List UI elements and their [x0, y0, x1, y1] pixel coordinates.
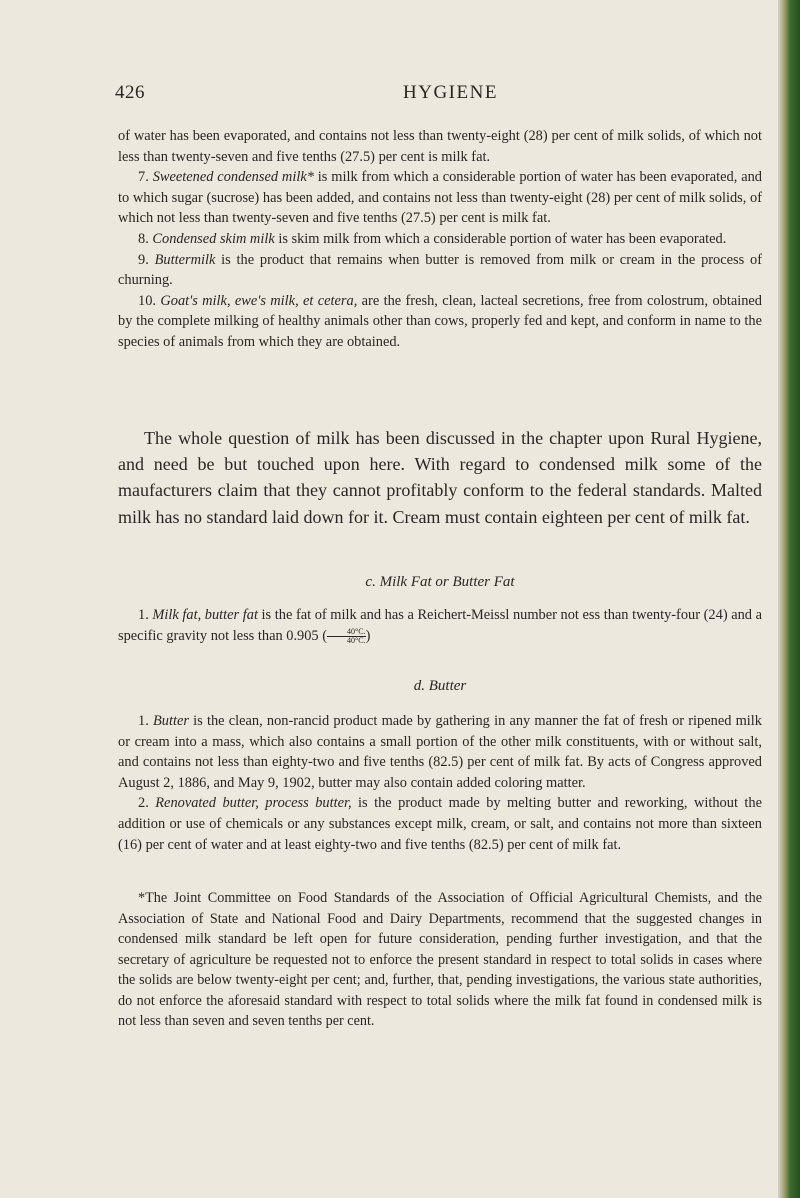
item-text: is the clean, non-rancid product made by gathering in any manner the fat of fresh or ripened milk or cream into a mass, which also contains a small portion of the other milk constituents, with or without salt, and contains not less than eighty-two and five tenths (82.5) per cent of milk fat. By acts of Congress approved August 2, 1886, and May 9, 1902, butter may also contain added coloring matter. [118, 713, 762, 791]
body-paragraph: The whole question of milk has been discussed in the chapter upon Rural Hygiene, and need be but touched upon here. With regard to condensed milk some of the maufacturers claim that they cannot profitably conform to the federal standards. Malted milk has no standard laid down for it. Cream must contain eighteen per cent of milk fat. [118, 428, 762, 527]
item-number: 1. [138, 713, 149, 729]
section-letter: c. [365, 574, 376, 590]
continued-paragraph: of water has been evaporated, and contains not less than twenty-eight (28) per cent of milk solids, of which not less than twenty-seven and five tenths (27.5) per cent is milk fat. [118, 128, 762, 165]
item-number: 9. [138, 251, 149, 268]
item-text: is skim milk from which a considerable portion of water has been evaporated. [274, 230, 727, 247]
item-term: Buttermilk [154, 251, 216, 268]
section-heading-c [118, 574, 762, 591]
page-number: 426 [115, 82, 145, 103]
section-c [118, 574, 762, 646]
fraction-numerator: 40°C. [327, 628, 366, 637]
item-term: Condensed skim milk [152, 230, 275, 247]
definitions-block [118, 126, 762, 353]
item-text: is milk from which a considerable portion of water has been evaporated, and to which sugar (sucrose) has been added, and contains not less than twenty-eight (28) per cent of milk solids, of which not less than twenty-seven and five tenths (27.5) per cent is milk fat. [118, 169, 762, 227]
item-d1 [118, 711, 762, 793]
section-title: Butter [428, 678, 467, 694]
page-header [0, 82, 800, 106]
discussion-block [118, 425, 762, 530]
fraction-denominator: 40°C. [347, 635, 366, 645]
item-text: is the product made by melting butter and reworking, without the addition or use of chemicals or any substances except milk, cream, or salt, and contains not more than sixteen (16) per cent of water and at least eighty-two and five tenths (82.5) per cent of milk fat. [118, 795, 762, 853]
section-heading-d [118, 678, 762, 695]
footnote: *The Joint Committee on Food Standards of the Association of Official Agricultural Chemists, and the Association of State and National Food and Dairy Departments, recommend that the suggested changes in condensed milk standard be left open for future consideration, pending further investigation, and that the secretary of agriculture be requested not to enforce the present standard in respect to total solids in cases where the solids are below twenty-eight per cent; and, further, that, pending investigations, the various state authorities, do not enforce the aforesaid standard with respect to total solids where the milk fat found in condensed milk is not less than seven and seven tenths per cent. [118, 890, 762, 1029]
item-text: are the fresh, clean, lacteal secretions, free from colostrum, obtained by the complete milking of healthy animals other than cows, properly fed and kept, and conform in name to the species of animals from which they are obtained. [118, 292, 762, 350]
temperature-fraction [327, 628, 366, 645]
item-text: is the fat of milk and has a Reichert-Meissl number not ess than twenty-four (24) and a specific gravity not less than 0.905 ( [118, 607, 762, 644]
section-d [118, 678, 762, 855]
item-number: 2. [138, 795, 149, 812]
item-number: 10. [138, 292, 156, 309]
item-number: 8. [138, 230, 149, 247]
section-letter: d. [413, 678, 425, 694]
item-term: Goat's milk, ewe's milk, et cetera, [160, 292, 358, 309]
binding-edge [778, 0, 800, 1198]
item-d2 [118, 793, 762, 855]
footnote-block [118, 888, 762, 1032]
item-9 [118, 250, 762, 291]
item-term: Renovated butter, process butter, [155, 795, 352, 812]
section-title: Milk Fat or Butter Fat [379, 574, 515, 590]
item-c1 [118, 605, 762, 646]
item-text: is the product that remains when butter is removed from milk or cream in the process of churning. [118, 251, 762, 289]
item-term: Butter [153, 713, 189, 729]
item-8 [118, 229, 762, 250]
item-number: 1. [138, 607, 149, 623]
item-close: ) [365, 627, 371, 644]
item-7 [118, 167, 762, 229]
running-head: HYGIENE [403, 82, 498, 103]
item-term: Sweetened condensed milk* [152, 169, 314, 186]
item-term: Milk fat, butter fat [152, 607, 258, 623]
item-number: 7. [138, 169, 149, 186]
item-10 [118, 291, 762, 353]
